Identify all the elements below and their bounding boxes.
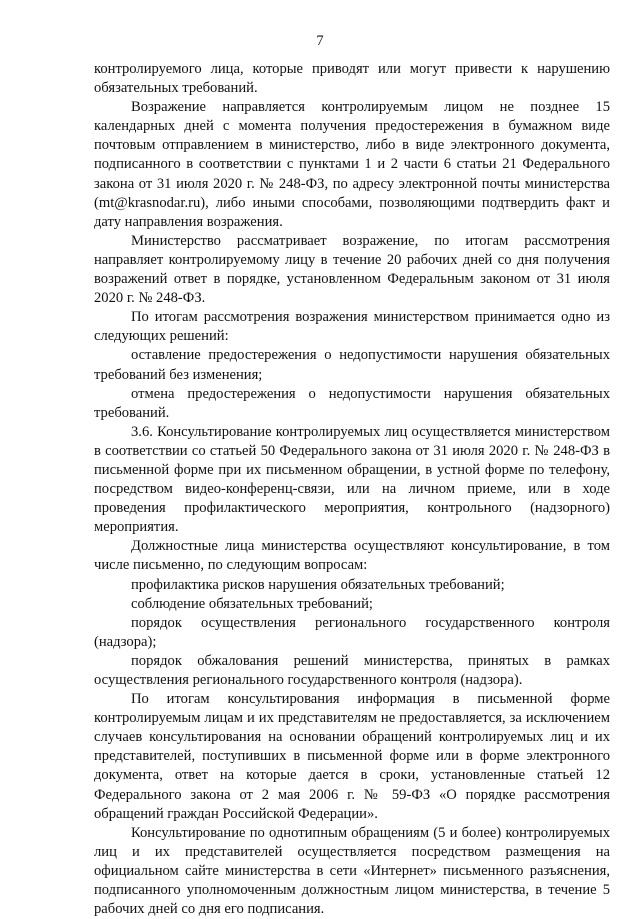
list-item: профилактика рисков нарушения обязательных требований; <box>131 576 505 593</box>
list-item: порядок осуществления регионального государственного контроля (надзора); <box>94 614 610 650</box>
document-body <box>94 60 610 919</box>
list-item: отмена предостережения о недопустимости нарушения обязательных требований. <box>94 385 610 421</box>
list-item: соблюдение обязательных требований; <box>131 595 373 612</box>
paragraph: контролируемого лица, которые приводят или могут привести к нарушению обязательных требований. <box>94 61 610 97</box>
paragraph: Возражение направляется контролируемым лицом не позднее 15 календарных дней с момента получения предостережения в бумажном виде почтовым отправлением в министерство, либо в виде электронного документа, подписанного в соответствии с пунктами 1 и 2 части 6 статьи 21 Федерального закона от 31 июля 2020 г. № 248-ФЗ, по адресу электронной почты министерства (mt@krasnodar.ru), либо иными способами, позволяющими подтвердить факт и дату направления возражения. <box>94 99 610 230</box>
section-paragraph-3-6: 3.6. Консультирование контролируемых лиц осуществляется министерством в соответствии со статьей 50 Федерального закона от 31 июля 2020 г. № 248-ФЗ в письменной форме при их письменном обращении, в устной форме по телефону, посредством видео-конференц-связи, или на личном приеме, или в ходе проведения профилактического мероприятия, контрольного (надзорного) мероприятия. <box>94 423 610 536</box>
list-item: оставление предостережения о недопустимости нарушения обязательных требований без изменения; <box>94 347 610 383</box>
paragraph: Консультирование по однотипным обращениям (5 и более) контролируемых лиц и их представителей осуществляется посредством размещения на официальном сайте министерства в сети «Интернет» письменного разъяснения, подписанного уполномоченным должностным лицом министерства, в течение 5 рабочих дней со дня его подписания. <box>94 824 610 918</box>
paragraph: По итогам консультирования информация в письменной форме контролируемым лицам и их представителям не предоставляется, за исключением случаев консультирования на основании обращений контролируемых лиц и их представителей, поступивших в письменной форме или в форме электронного документа, ответ на которые дается в сроки, установленные статьей 12 Федерального закона от 2 мая 2006 г. № 59-ФЗ «О порядке рассмотрения обращений граждан Российской Федерации». <box>94 691 610 822</box>
page-number: 7 <box>316 33 324 49</box>
paragraph: По итогам рассмотрения возражения министерством принимается одно из следующих решений: <box>94 309 610 345</box>
paragraph: Министерство рассматривает возражение, по итогам рассмотрения направляет контролируемому лицу в течение 20 рабочих дней со дня получения возражений ответ в порядке, установленном Федеральным законом от 31 июля 2020 г. № 248-ФЗ. <box>94 232 610 307</box>
paragraph: Должностные лица министерства осуществляют консультирование, в том числе письменно, по следующим вопросам: <box>94 538 610 574</box>
list-item: порядок обжалования решений министерства, принятых в рамках осуществления регионального государственного контроля (надзора). <box>94 652 610 688</box>
